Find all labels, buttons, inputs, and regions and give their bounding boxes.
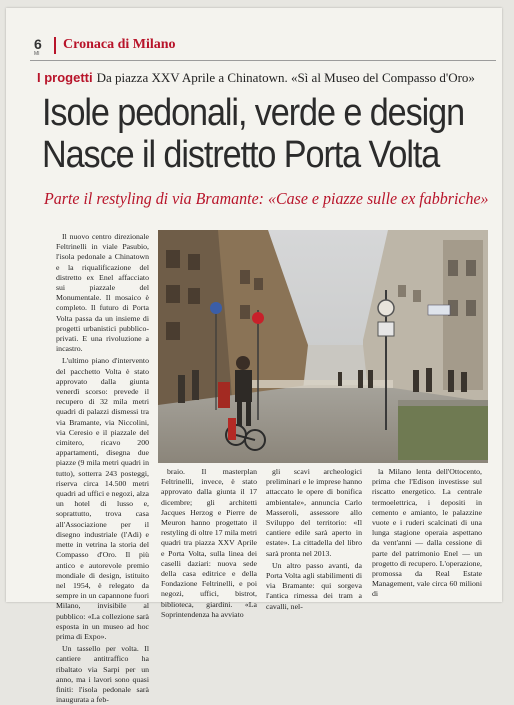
paragraph: gli scavi archeologici preliminari e le imprese hanno attaccato le opere di bonifica ambientale», annuncia Carlo Masseroli, assessore allo Sviluppo del territorio: «Il cantiere edile sarà aperto in estate». La cittadella del libro sarà pronta nel 2013.	[266, 467, 362, 558]
section-title: Cronaca di Milano	[63, 37, 176, 52]
page-header	[30, 36, 500, 58]
paragraph: Un altro passo avanti, da Porta Volta agli stabilimenti di via Bramante: qui sorgeva l'antica rimessa dei tram a cavalli, nel-	[266, 560, 362, 611]
article-column-2	[161, 467, 257, 619]
paragraph: braio. Il masterplan Feltrinelli, invece, è stato approvato dalla giunta il 17 dicembre; gli architetti Jacques Herzog e Pierre de Meuron hanno progettato il restyling di oltre 17 mila metri quadri tra piazza XXV Aprile e Porta Volta, sulla linea dei caselli daziari: nuova sede della casa editrice e della Fondazione Feltrinelli, e poi negozi, uffici, bistrot, biblioteca, giardini. «La Soprintendenza ha avviato	[161, 467, 257, 619]
section-divider-bar	[54, 37, 56, 54]
kicker-text: Da piazza XXV Aprile a Chinatown. «Sì al Museo del Compasso d'Oro»	[96, 70, 475, 85]
subheadline: Parte il restyling di via Bramante: «Case e piazze sulle ex fabbriche»	[44, 189, 489, 208]
page-day-code: MI	[34, 51, 40, 57]
headline-line-1: Isole pedonali, verde e design	[42, 92, 465, 134]
article-column-4	[372, 467, 482, 602]
kicker-tag: I progetti	[37, 70, 93, 85]
article-column-1	[56, 232, 149, 705]
header-rule	[30, 60, 496, 61]
headline-line-2: Nasce il distretto Porta Volta	[42, 134, 440, 176]
article-kicker	[37, 70, 497, 86]
newspaper-page	[6, 8, 502, 705]
article-photo	[158, 230, 488, 463]
paragraph: Il nuovo centro direzionale Feltrinelli in viale Pasubio, l'isola pedonale a Chinatown e la riqualificazione del distretto ex Enel affacciato sui piazzale del Monumentale. Il mosaico è completo. Il futuro di Porta Volta passa da un insieme di progetti urbanistici pubblico-privati. E una rivoluzione a incastro.	[56, 232, 149, 354]
page-number: 6	[34, 36, 42, 52]
paragraph: L'ultimo piano d'intervento del pacchetto Volta è stato approvato dalla giunta venerdì scorso: prevede il recupero di 32 mila metri quadri di palazzi dismessi tra via Bramante, via Niccolini, via Ceresio e il piazzale del cimitero, ricavo 200 appartamenti, disegna due piazze (9 mila metri quadri in tutto), sotterra 243 posteggi, riserva circa 14.500 metri quadri ad uffici e negozi, alza un hotel di lusso e, soprattutto, trova casa all'Associazione per il disegno industriale (l'Adi) e mette in vetrina la storia del Compasso d'Oro. Il più antico e autorevole premio mondiale di design, istituito nel 1954, è relegato da sempre in un capannone fuori Milano, invisibile al pubblico: «La collezione sarà esposta in un museo ad hoc prima di Expo».	[56, 356, 149, 641]
article-column-3	[266, 467, 362, 611]
street-scene-image	[158, 230, 488, 463]
paragraph: Un tassello per volta. Il cantiere antitraffico ha ribaltato via Sarpi per un anno, ma i lavori sono quasi finiti: l'isola pedonale sarà inaugurata a feb-	[56, 644, 149, 705]
paragraph: la Milano lenta dell'Ottocento, prima che l'Edison investisse sul riscatto energetico. La centrale termoelettrica, i depositi in cemento e amianto, le palazzine vuote e i ruderi scalcinati di una lunga stagione operaia aspettano da vent'anni — dalla cessione di parte del patrimonio Enel — un progetto di recupero. L'operazione, promossa da Real Estate Management, vale circa 60 milioni di	[372, 467, 482, 599]
